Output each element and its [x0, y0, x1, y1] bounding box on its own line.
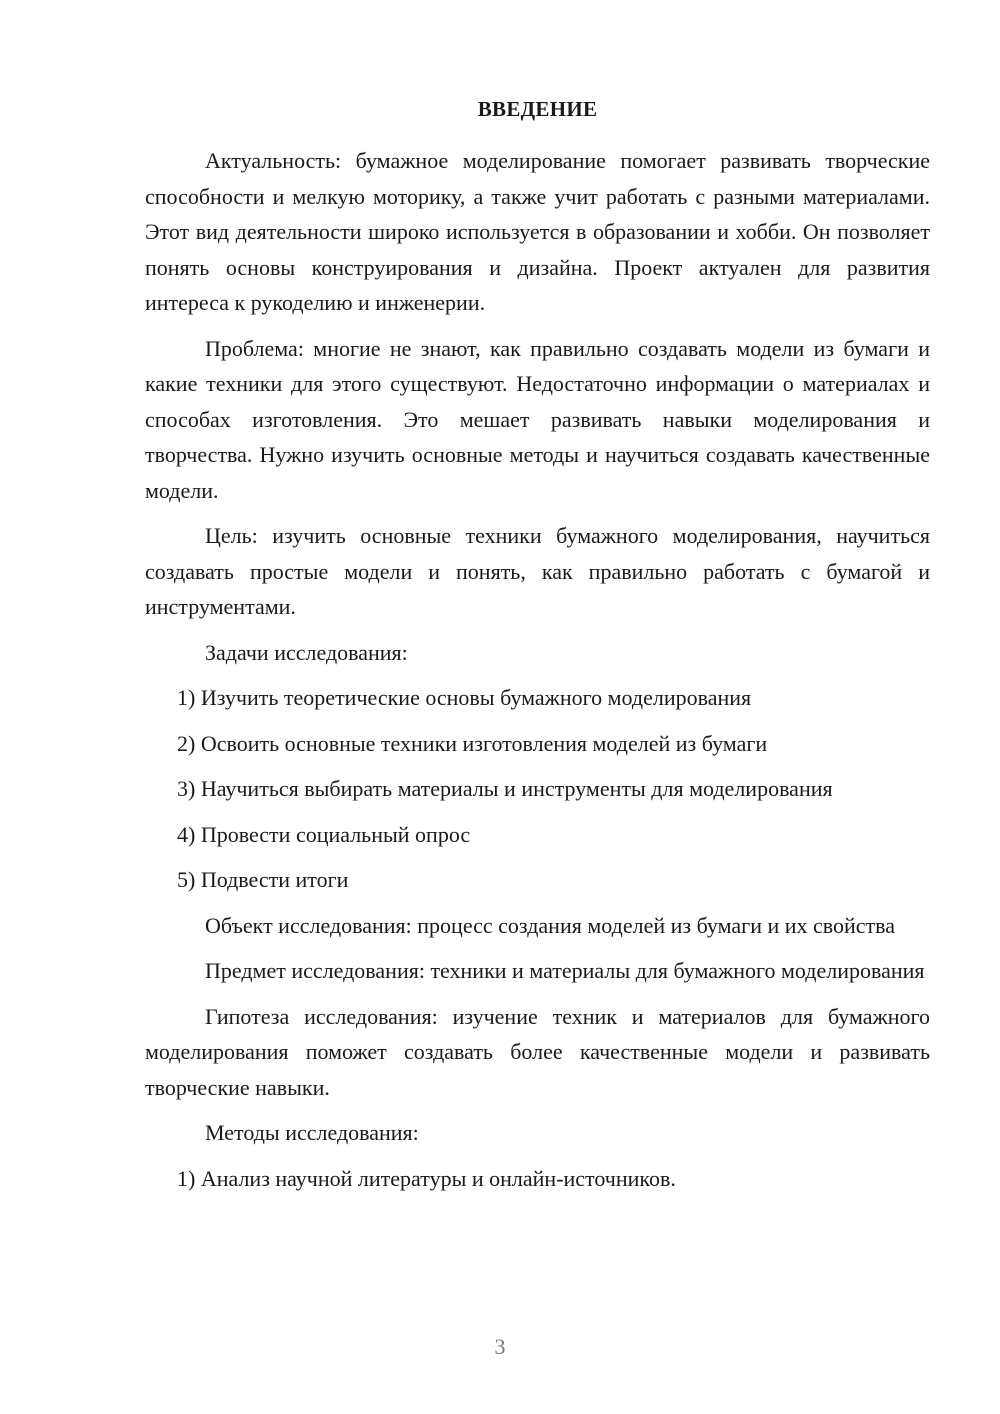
- method-item-1: 1) Анализ научной литературы и онлайн-источников.: [177, 1165, 676, 1191]
- task-item-3: 3) Научиться выбирать материалы и инструменты для моделирования: [177, 776, 833, 801]
- page-number: 3: [494, 1334, 506, 1359]
- task-item-1: 1) Изучить теоретические основы бумажного моделирования: [177, 685, 752, 710]
- goal-paragraph: Цель: изучить основные техники бумажного моделирования, научиться создавать простые модели и понять, как правильно работать с бумагой и инструментами.: [145, 523, 930, 619]
- task-item-5: 5) Подвести итоги: [177, 867, 349, 892]
- page-title: ВВЕДЕНИЕ: [477, 97, 598, 121]
- document-page: [145, 93, 930, 1206]
- methods-label: Методы исследования:: [205, 1120, 419, 1145]
- task-item-4: 4) Провести социальный опрос: [177, 821, 471, 847]
- tasks-list: [145, 680, 930, 898]
- hypothesis-paragraph: Гипотеза исследования: изучение техник и материалов для бумажного моделирования поможет создавать более качественные модели и развивать творческие навыки.: [145, 1003, 930, 1100]
- tasks-label: Задачи исследования:: [205, 639, 408, 665]
- relevance-paragraph: Актуальность: бумажное моделирование помогает развивать творческие способности и мелкую моторику, а также учит работать с разными материалами. Этот вид деятельности широко используется в образовании и хобби. Он позволяет понять основы конструирования и дизайна. Проект актуален для развития интереса к рукоделию и инженерии.: [145, 148, 930, 315]
- subject-paragraph: Предмет исследования: техники и материалы для бумажного моделирования: [205, 958, 925, 983]
- problem-paragraph: Проблема: многие не знают, как правильно создавать модели из бумаги и какие техники для этого существуют. Недостаточно информации о материалах и способах изготовления. Это мешает развивать навыки моделирования и творчества. Нужно изучить основные методы и научиться создавать качественные модели.: [145, 335, 930, 503]
- object-paragraph: Объект исследования: процесс создания моделей из бумаги и их свойства: [205, 912, 896, 938]
- task-item-2: 2) Освоить основные техники изготовления моделей из бумаги: [177, 730, 768, 756]
- methods-list: [145, 1161, 930, 1197]
